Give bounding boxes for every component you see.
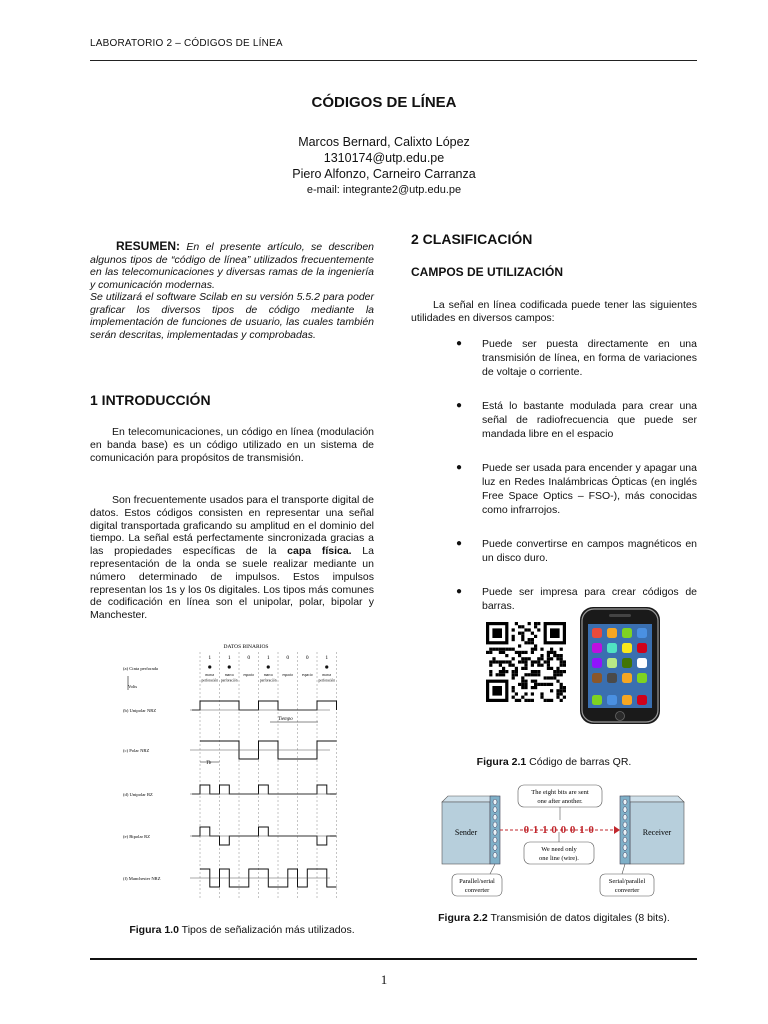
page-number: 1 — [380, 972, 388, 987]
svg-text:converter: converter — [464, 887, 490, 894]
fig1-bit-label: 0 — [305, 655, 309, 661]
bit-stream: 0 1 1 0 0 0 1 0 — [523, 824, 595, 836]
connector-pin — [623, 814, 627, 820]
app-icon — [637, 673, 647, 683]
arrow-icon — [614, 826, 620, 834]
intro-paragraph-1: En telecomunicaciones, un código en línea (modulación en banda base) es un código utilizado en un sistema de comunicación para propósitos de transmisión. — [90, 426, 374, 464]
svg-text:converter: converter — [614, 887, 640, 894]
fig1-time-label: Tiempo — [278, 717, 293, 722]
section-2-intro: La señal en línea codificada puede tener las siguientes utilidades en diversos campos: — [411, 299, 697, 324]
bullet-icon: ● — [456, 586, 463, 597]
svg-text:one line (wire).: one line (wire). — [539, 855, 579, 862]
serial-transmission-diagram — [438, 782, 692, 900]
intro-heading: 1 INTRODUCCIÓN — [90, 392, 211, 408]
intro-p2-bold: capa física. — [287, 545, 352, 558]
fig1-mark-label: perforación — [220, 678, 238, 683]
connector-pin — [623, 799, 627, 805]
author-line-1: Marcos Bernard, Calixto López — [298, 135, 470, 149]
app-icon — [607, 673, 617, 683]
intro-paragraph-2 — [90, 494, 374, 622]
fig1-row-label: (b) Unipolar NRZ — [123, 708, 157, 713]
abstract-text-2: Se utilizará el software Scilab en su versión 5.5.2 para poder graficar los diversos tipos de código mediante la implementación de funciones de usuario, las cuales también serán descritas, implementadas y comprobadas. — [90, 291, 374, 341]
fig1-row-label: (f) Manchester NRZ — [123, 876, 161, 881]
connector-pin — [623, 845, 627, 851]
fig1-mark-label: espacio — [243, 673, 255, 677]
punch-hole-icon — [267, 665, 270, 668]
fig21-caption-text: Código de barras QR. — [526, 756, 632, 768]
list-item: ● Puede convertirse en campos magnéticos en un disco duro. — [456, 538, 697, 564]
connector-pin — [493, 814, 497, 820]
svg-text:Serial/parallel: Serial/parallel — [608, 878, 646, 885]
dock-app-icon — [607, 695, 617, 705]
punch-hole-icon — [325, 665, 328, 668]
footer-rule — [90, 958, 697, 960]
author-email-1: 1310174@utp.edu.pe — [323, 151, 445, 165]
fig1-mark-label: marca — [205, 673, 215, 677]
abstract-text-1: En el presente artículo, se describen algunos tipos de “código de línea” utilizados frecuentemente en las telecomunicaciones y diversas ramas de la ingeniería y comunicación modernas. — [90, 241, 374, 291]
app-icon — [622, 658, 632, 668]
unipolar-nrz-wave — [192, 701, 337, 710]
fig1-caption-text: Tipos de señalización más utilizados. — [178, 924, 355, 936]
app-icon — [607, 643, 617, 653]
line-code-waveforms — [120, 638, 336, 910]
receiver-label: Receiver — [642, 828, 672, 837]
figure-1-0-caption — [90, 924, 394, 936]
list-item: ● Puede ser usada para encender y apagar una luz en Redes Inalámbricas Ópticas (en inglés Free Space Optics – FSO-), más conocidas como infrarrojos. — [456, 462, 697, 516]
app-icon — [622, 628, 632, 638]
dock-app-icon — [637, 695, 647, 705]
connector-pin — [493, 799, 497, 805]
section-2-heading: 2 CLASIFICACIÓN — [411, 231, 533, 247]
list-item: ● Está lo bastante modulada para crear una señal de radiofrecuencia que puede ser mandada libre en el espacio — [456, 400, 697, 440]
app-icon — [637, 628, 647, 638]
fig1-mark-label: espacio — [282, 673, 294, 677]
fig1-mark-label: marca — [263, 673, 273, 677]
list-item: ● Puede ser impresa para crear códigos de barras. — [456, 586, 697, 612]
bullet-icon: ● — [456, 338, 463, 349]
app-icon — [622, 673, 632, 683]
header-rule — [90, 60, 697, 61]
author-block — [0, 134, 768, 198]
svg-text:Parallel/serial: Parallel/serial — [459, 878, 495, 885]
figure-2-1-caption — [411, 756, 697, 768]
punch-hole-icon — [228, 665, 231, 668]
fig22-caption-label: Figura 2.2 — [438, 912, 488, 924]
fig1-caption-label: Figura 1.0 — [129, 924, 179, 936]
fig21-caption-label: Figura 2.1 — [476, 756, 527, 768]
bullet-icon: ● — [456, 538, 463, 549]
figure-2-2-serial-transmission — [438, 782, 692, 900]
fig1-volts-label: Volts — [128, 684, 138, 689]
app-icon — [592, 643, 602, 653]
fig1-mark-label: perforación — [318, 678, 336, 683]
fig1-mark-label: perforación — [259, 678, 277, 683]
fig1-bit-label: 1 — [266, 655, 270, 661]
smartphone-image — [580, 607, 660, 724]
bullet-icon: ● — [456, 400, 463, 411]
paper-title: CÓDIGOS DE LÍNEA — [311, 94, 457, 111]
connector-pin — [493, 852, 497, 858]
app-icon — [622, 643, 632, 653]
dock-app-icon — [592, 695, 602, 705]
fig1-bit-label: 0 — [247, 655, 251, 661]
fig1-mark-label: espacio — [301, 673, 313, 677]
bullet-icon: ● — [456, 462, 463, 473]
connector-pin — [623, 830, 627, 836]
app-icon — [592, 628, 602, 638]
abstract — [90, 240, 374, 341]
connector-pin — [493, 822, 497, 828]
qr-code-image — [484, 620, 568, 704]
connector-pin — [623, 822, 627, 828]
app-icon — [592, 658, 602, 668]
fig1-row-label: (d) Unipolar RZ — [123, 792, 153, 797]
section-2-subheading: CAMPOS DE UTILIZACIÓN — [411, 265, 563, 279]
connector-pin — [623, 807, 627, 813]
intro-p2-b: La representación de la onda se suele realizar mediante un número determinado de impulsos. Estos impulsos representan los 1s y los 0s digitales. Los tipos más comunes de codificación en línea son el unipolar, polar, bipolar y Manchester. — [90, 545, 374, 622]
punch-hole-icon — [208, 665, 211, 668]
figure-1-0-line-codes — [120, 638, 336, 910]
abstract-lead: RESUMEN: — [116, 239, 181, 253]
utilization-list — [456, 337, 697, 633]
fig1-bit-label: 1 — [325, 655, 329, 661]
connector-pin — [623, 852, 627, 858]
fig22-caption-text: Transmisión de datos digitales (8 bits). — [487, 912, 670, 924]
author-email-2: e-mail: integrante2@utp.edu.pe — [306, 184, 462, 196]
app-icon — [637, 658, 647, 668]
fig1-tb-label: Tb — [206, 761, 212, 766]
connector-pin — [493, 807, 497, 813]
svg-text:one after another.: one after another. — [537, 798, 583, 805]
figure-2-2-caption — [411, 912, 697, 924]
sender-label: Sender — [454, 828, 478, 837]
dock-app-icon — [622, 695, 632, 705]
connector-pin — [493, 830, 497, 836]
list-item: ● Puede ser puesta directamente en una transmisión de línea, en forma de variaciones de voltaje o corriente. — [456, 338, 697, 378]
fig1-mark-label: marca — [322, 673, 332, 677]
fig1-row-label: (e) Bipolar RZ — [123, 834, 151, 839]
app-icon — [607, 628, 617, 638]
author-line-2: Piero Alfonzo, Carneiro Carranza — [292, 167, 476, 181]
connector-pin — [493, 837, 497, 843]
fig1-mark-label: perforación — [201, 678, 219, 683]
fig1-bit-label: 1 — [227, 655, 231, 661]
fig1-bit-label: 0 — [286, 655, 290, 661]
fig1-mark-label: marca — [224, 673, 234, 677]
svg-text:The eight bits are sent: The eight bits are sent — [531, 789, 589, 796]
running-header: LABORATORIO 2 – CÓDIGOS DE LÍNEA — [90, 38, 283, 49]
svg-text:We need only: We need only — [541, 846, 577, 853]
connector-pin — [623, 837, 627, 843]
fig1-header: DATOS BINARIOS — [223, 644, 269, 650]
app-icon — [592, 673, 602, 683]
figure-2-1-qr-phone — [484, 604, 694, 728]
fig1-bit-label: 1 — [208, 655, 212, 661]
app-icon — [637, 643, 647, 653]
fig1-row-label: (c) Polar NRZ — [123, 748, 150, 753]
intro-p2-a: Son frecuentemente usados para el transporte digital de datos. Estos códigos consisten en representar una señal digital transportada graficando su amplitud en el dominio del tiempo. La señal está perfectamente sincronizada gracias a las propiedades específicas de la — [90, 494, 374, 558]
app-icon — [607, 658, 617, 668]
fig1-row-label: (a) Cinta perforada — [123, 666, 158, 671]
unipolar-rz-wave — [192, 785, 337, 794]
connector-pin — [493, 845, 497, 851]
qr-phone-illustration — [484, 604, 694, 728]
